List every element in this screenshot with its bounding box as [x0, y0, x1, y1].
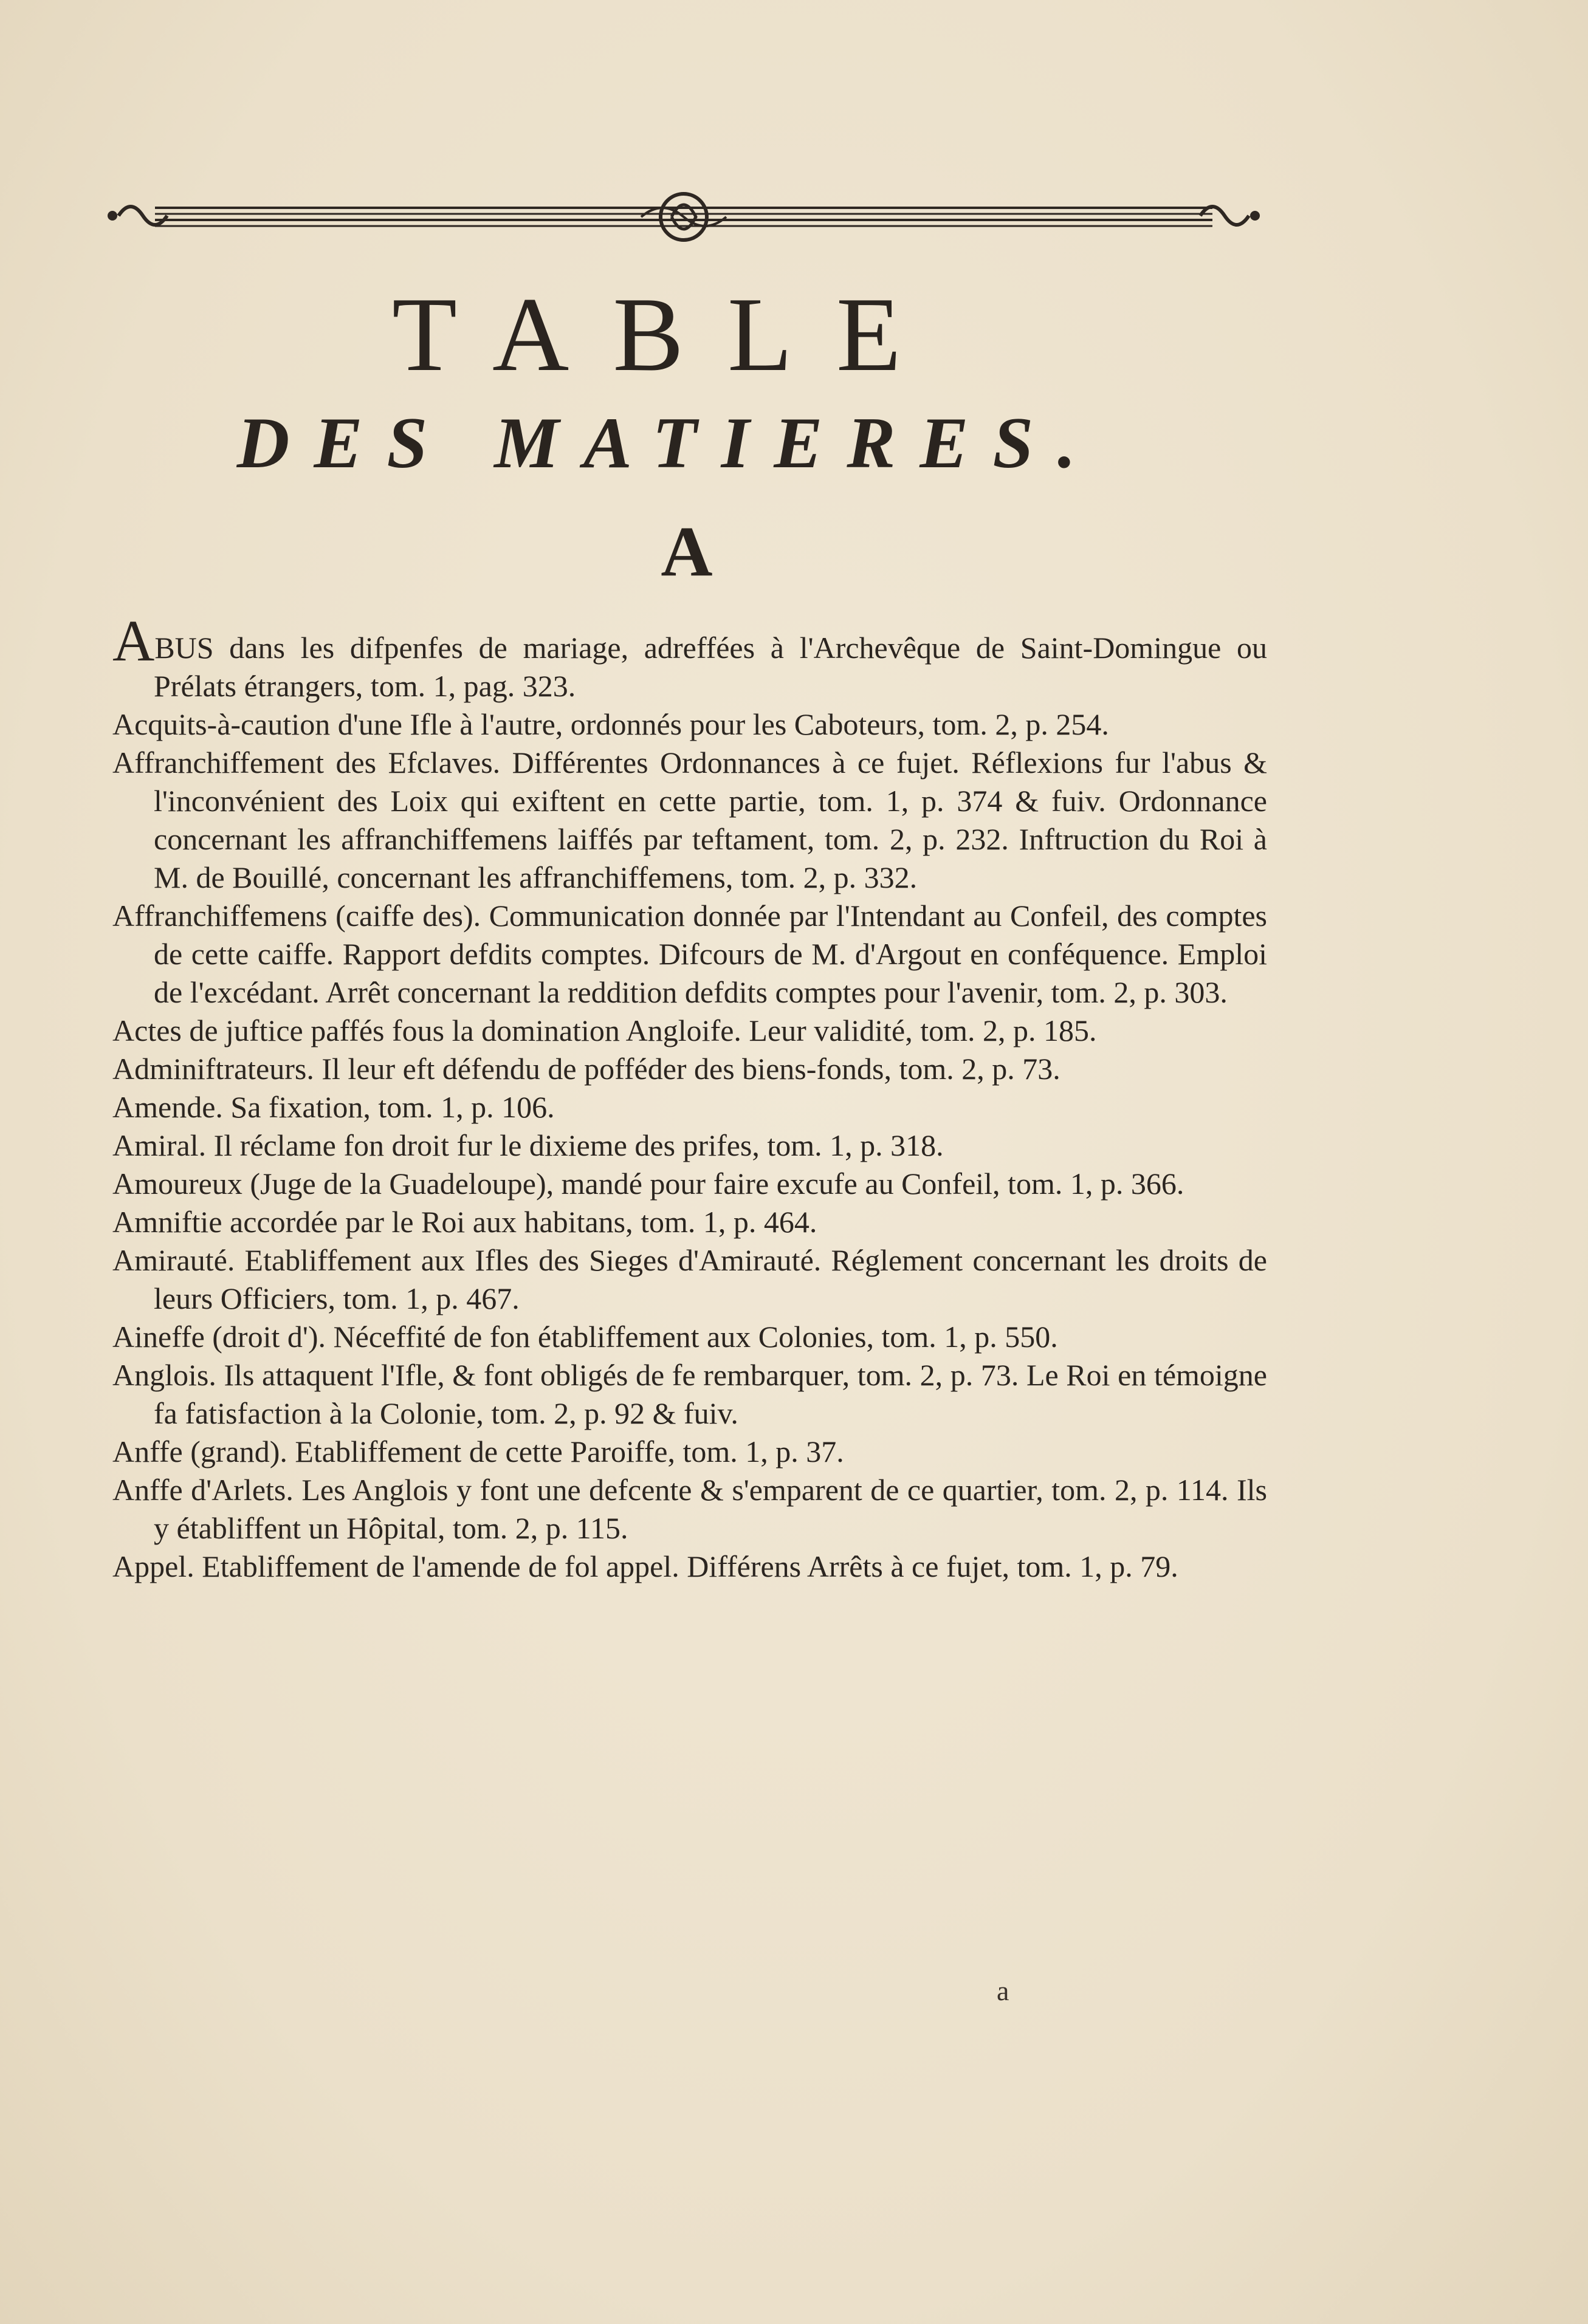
- index-entry: [112, 1241, 1267, 1318]
- index-entry: [112, 608, 1267, 705]
- entry-text: Anglois. Ils attaquent l'Ifle, & font obligés de fe rembarquer, tom. 2, p. 73. Le Roi en témoigne fa fatisfaction à la Colonie, tom. 2, p. 92 & fuiv.: [112, 1358, 1267, 1430]
- index-entry: [112, 1088, 1267, 1126]
- index-entry: [112, 1126, 1267, 1165]
- section-letter: A: [661, 512, 713, 591]
- index-entries: [112, 608, 1267, 1586]
- index-entry: [112, 1012, 1267, 1050]
- entry-text: Anffe d'Arlets. Les Anglois y font une defcente & s'emparent de ce quartier, tom. 2, p. 114. Ils y établiffent un Hôpital, tom. 2, p. 115.: [112, 1473, 1267, 1545]
- entry-text: Amniftie accordée par le Roi aux habitans, tom. 1, p. 464.: [112, 1205, 817, 1239]
- entry-text: Acquits-à-caution d'une Ifle à l'autre, ordonnés pour les Caboteurs, tom. 2, p. 254.: [112, 707, 1109, 741]
- drop-cap: A: [112, 608, 155, 673]
- index-entry: [112, 1318, 1267, 1356]
- index-entry: [112, 1548, 1267, 1586]
- index-entry: [112, 897, 1267, 1012]
- entry-text: Appel. Etabliffement de l'amende de fol appel. Différens Arrêts à ce fujet, tom. 1, p. 79.: [112, 1549, 1178, 1583]
- entry-text: Actes de juftice paffés fous la domination Angloife. Leur validité, tom. 2, p. 185.: [112, 1013, 1097, 1047]
- entry-text: Amirauté. Etabliffement aux Ifles des Sieges d'Amirauté. Réglement concernant les droits de leurs Officiers, tom. 1, p. 467.: [112, 1243, 1267, 1315]
- entry-text: Aineffe (droit d'). Néceffité de fon établiffement aux Colonies, tom. 1, p. 550.: [112, 1320, 1058, 1354]
- entry-text: Anffe (grand). Etabliffement de cette Paroiffe, tom. 1, p. 37.: [112, 1435, 844, 1469]
- entry-text: BUS dans les difpenfes de mariage, adreffées à l'Archevêque de Saint-Domingue ou Prélats étrangers, tom. 1, pag. 323.: [154, 631, 1267, 703]
- entry-text: Affranchiffemens (caiffe des). Communication donnée par l'Intendant au Confeil, des comptes de cette caiffe. Rapport defdits comptes. Difcours de M. d'Argout en conféquence. Emploi de l'excédant. Arrêt concernant la reddition defdits comptes pour l'avenir, tom. 2, p. 303.: [112, 899, 1267, 1009]
- index-entry: [112, 1203, 1267, 1241]
- entry-text: Amende. Sa fixation, tom. 1, p. 106.: [112, 1090, 555, 1124]
- entry-text: Affranchiffement des Efclaves. Différentes Ordonnances à ce fujet. Réflexions fur l'abus & l'inconvénient des Loix qui exiftent en cette partie, tom. 1, p. 374 & fuiv. Ordonnance concernant les affranchiffemens laiffés par teftament, tom. 2, p. 232. Inftruction du Roi à M. de Bouillé, concernant les affranchiffemens, tom. 2, p. 332.: [112, 746, 1267, 894]
- entry-text: Adminiftrateurs. Il leur eft défendu de pofféder des biens-fonds, tom. 2, p. 73.: [112, 1052, 1060, 1086]
- decorative-rule-ornament: [106, 182, 1261, 249]
- entry-text: Amiral. Il réclame fon droit fur le dixieme des prifes, tom. 1, p. 318.: [112, 1128, 944, 1162]
- index-entry: [112, 1471, 1267, 1548]
- index-entry: [112, 1356, 1267, 1433]
- index-entry: [112, 705, 1267, 744]
- index-entry: [112, 1050, 1267, 1088]
- page-subtitle: DES MATIERES.: [236, 402, 1101, 483]
- signature-mark: a: [997, 1975, 1009, 2006]
- entry-text: Amoureux (Juge de la Guadeloupe), mandé pour faire excufe au Confeil, tom. 1, p. 366.: [112, 1167, 1184, 1201]
- index-entry: [112, 744, 1267, 897]
- page-title: TABLE: [392, 275, 945, 393]
- index-entry: [112, 1165, 1267, 1203]
- index-entry: [112, 1433, 1267, 1471]
